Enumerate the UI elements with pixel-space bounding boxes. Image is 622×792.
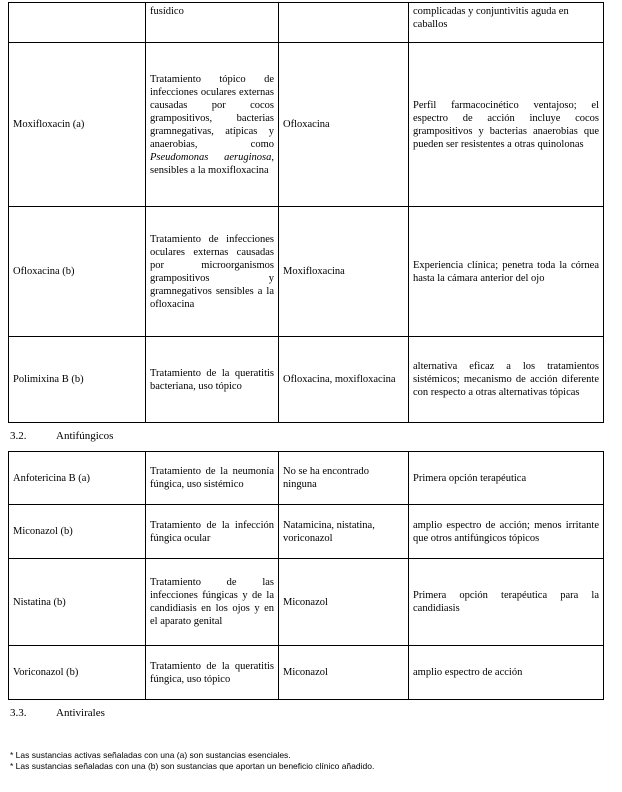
substance-cell: Anfotericina B (a)	[9, 452, 146, 505]
table-antibacterials	[8, 2, 604, 423]
table-row	[9, 207, 604, 337]
indication-cell: fusídico	[146, 3, 279, 43]
indication-text: , sensibles a la moxifloxacina	[150, 151, 274, 176]
table-row	[9, 559, 604, 646]
justification-cell: Primera opción terapéutica para la candidiasis	[409, 559, 604, 646]
justification-cell: complicadas y conjuntivitis aguda en caballos	[409, 3, 604, 43]
alternative-cell: No se ha encontrado ninguna	[279, 452, 409, 505]
table-row	[9, 337, 604, 423]
indication-text: Tratamiento tópico de infecciones oculares externas causadas por cocos grampositivos, bacterias gramnegativas, atípicas y anaerobias, como	[150, 73, 274, 150]
table-row	[9, 43, 604, 207]
alternative-cell: Ofloxacina	[279, 43, 409, 207]
alternative-cell: Miconazol	[279, 559, 409, 646]
substance-cell: Polimixina B (b)	[9, 337, 146, 423]
justification-cell: amplio espectro de acción; menos irritante que otros antifúngicos tópicos	[409, 505, 604, 559]
table-row	[9, 3, 604, 43]
indication-cell: Tratamiento de la queratitis bacteriana, uso tópico	[146, 337, 279, 423]
indication-cell: Tratamiento de la neumonía fúngica, uso sistémico	[146, 452, 279, 505]
indication-cell	[146, 43, 279, 207]
justification-cell: Experiencia clínica; penetra toda la córnea hasta la cámara anterior del ojo	[409, 207, 604, 337]
substance-cell: Moxifloxacin (a)	[9, 43, 146, 207]
indication-organism: Pseudomonas aeruginosa	[150, 151, 272, 163]
indication-cell: Tratamiento de la infección fúngica ocular	[146, 505, 279, 559]
indication-cell: Tratamiento de infecciones oculares externas causadas por microorganismos grampositivos y gramnegativos sensibles a la ofloxacina	[146, 207, 279, 337]
footnote: * Las sustancias activas señaladas con una (a) son sustancias esenciales.	[10, 750, 291, 760]
alternative-cell	[279, 3, 409, 43]
alternative-cell: Natamicina, nistatina, voriconazol	[279, 505, 409, 559]
section-title: Antivirales	[56, 707, 105, 719]
substance-cell	[9, 3, 146, 43]
alternative-cell: Moxifloxacina	[279, 207, 409, 337]
alternative-cell: Miconazol	[279, 646, 409, 700]
justification-cell: alternativa eficaz a los tratamientos sistémicos; mecanismo de acción diferente con respecto a otras alternativas tópicas	[409, 337, 604, 423]
table-antifungals	[8, 451, 604, 700]
justification-cell: Perfil farmacocinético ventajoso; el espectro de acción incluye cocos grampositivos y bacterias anaerobias que pueden ser resistentes a otras quinolonas	[409, 43, 604, 207]
substance-cell: Ofloxacina (b)	[9, 207, 146, 337]
section-heading-antifungals	[10, 430, 113, 442]
section-number: 3.3.	[10, 707, 27, 719]
section-number: 3.2.	[10, 430, 27, 442]
alternative-cell: Ofloxacina, moxifloxacina	[279, 337, 409, 423]
justification-cell: Primera opción terapéutica	[409, 452, 604, 505]
substance-cell: Nistatina (b)	[9, 559, 146, 646]
indication-cell: Tratamiento de la queratitis fúngica, uso tópico	[146, 646, 279, 700]
substance-cell: Miconazol (b)	[9, 505, 146, 559]
table-row	[9, 505, 604, 559]
substance-cell: Voriconazol (b)	[9, 646, 146, 700]
table-row	[9, 452, 604, 505]
justification-cell: amplio espectro de acción	[409, 646, 604, 700]
footnote: * Las sustancias señaladas con una (b) son sustancias que aportan un beneficio clínico añadido.	[10, 761, 375, 771]
footnotes	[10, 750, 374, 772]
section-heading-antivirals	[10, 707, 105, 719]
indication-cell: Tratamiento de las infecciones fúngicas y de la candidiasis en los ojos y en el aparato genital	[146, 559, 279, 646]
table-row	[9, 646, 604, 700]
section-title: Antifúngicos	[56, 430, 114, 442]
